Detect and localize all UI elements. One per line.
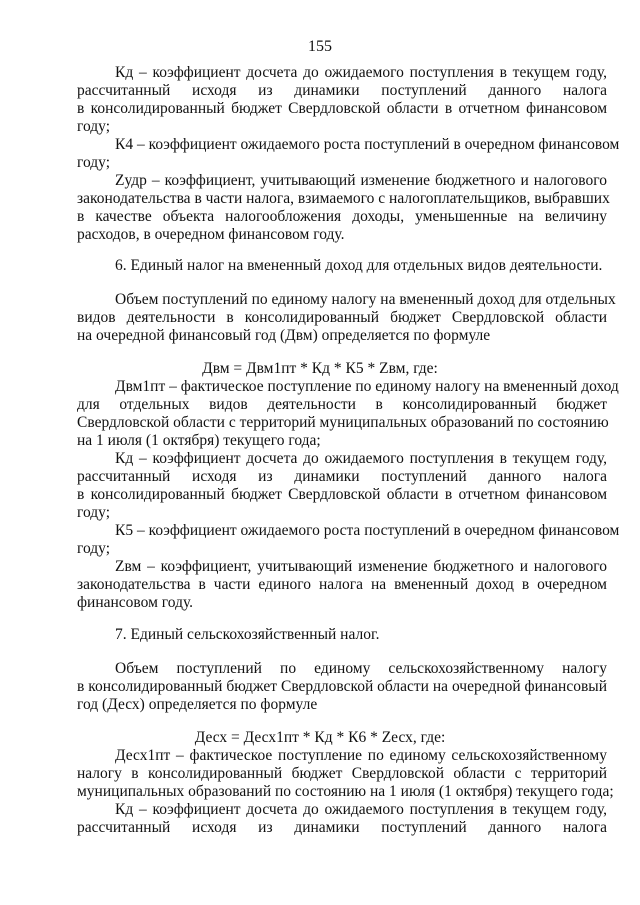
text-line: налогу в консолидированный бюджет Свердловской области с территорий	[77, 765, 607, 782]
text-line: Свердловской области с территорий муниципальных образований по состоянию	[77, 414, 609, 431]
text-line: году;	[77, 118, 111, 135]
formula: Десх = Десх1пт * Кд * К6 * Zесх, где:	[194, 729, 446, 746]
text-line: Кд – коэффициент досчета до ожидаемого поступления в текущем году,	[115, 801, 607, 818]
text-line: в консолидированный бюджет Свердловской области в отчетном финансовом	[77, 100, 607, 117]
text-line: в консолидированный бюджет Свердловской области на очередной финансовый	[77, 678, 607, 695]
text-line: рассчитанный исходя из динамики поступлений данного налога	[77, 819, 607, 836]
text-line: Десх1пт – фактическое поступление по единому сельскохозяйственному	[115, 747, 607, 764]
text-line: финансовом году.	[77, 594, 194, 611]
text-line: К5 – коэффициент ожидаемого роста поступлений в очередном финансовом	[115, 522, 620, 539]
text-line: год (Десх) определяется по формуле	[77, 696, 318, 713]
text-line: году;	[77, 540, 111, 557]
text-line: в качестве объекта налогообложения доходы, уменьшенные на величину	[77, 208, 607, 225]
text-line: законодательства в части налога, взимаемого с налогоплательщиков, выбравших	[77, 190, 610, 207]
text-line: Кд – коэффициент досчета до ожидаемого поступления в текущем году,	[115, 64, 607, 81]
text-line: расходов, в очередном финансовом году.	[77, 226, 345, 243]
text-line: году;	[77, 154, 111, 171]
text-line: Двм1пт – фактическое поступление по единому налогу на вмененный доход	[115, 378, 619, 395]
text-line: на 1 июля (1 октября) текущего года;	[77, 432, 321, 449]
formula: Двм = Двм1пт * Кд * К5 * Zвм, где:	[202, 360, 438, 377]
text-line: рассчитанный исходя из динамики поступлений данного налога	[77, 82, 607, 99]
text-line: году;	[77, 504, 111, 521]
section-heading: 7. Единый сельскохозяйственный налог.	[115, 626, 380, 643]
text-line: муниципальных образований по состоянию на 1 июля (1 октября) текущего года;	[77, 783, 614, 800]
page-number: 155	[308, 38, 332, 55]
text-line: законодательства в части единого налога на вмененный доход в очередном	[77, 576, 607, 593]
text-line: К4 – коэффициент ожидаемого роста поступлений в очередном финансовом	[115, 136, 620, 153]
section-heading: 6. Единый налог на вмененный доход для отдельных видов деятельности.	[115, 257, 603, 274]
text-line: Объем поступлений по единому налогу на вмененный доход для отдельных	[115, 291, 616, 308]
text-line: Zудр – коэффициент, учитывающий изменение бюджетного и налогового	[115, 172, 607, 189]
text-line: для отдельных видов деятельности в консолидированный бюджет	[77, 396, 607, 413]
text-line: Кд – коэффициент досчета до ожидаемого поступления в текущем году,	[115, 450, 607, 467]
text-line: Zвм – коэффициент, учитывающий изменение бюджетного и налогового	[115, 558, 607, 575]
text-line: в консолидированный бюджет Свердловской области в отчетном финансовом	[77, 486, 607, 503]
text-line: видов деятельности в консолидированный бюджет Свердловской области	[77, 309, 607, 326]
text-line: Объем поступлений по единому сельскохозяйственному налогу	[115, 660, 607, 677]
text-line: рассчитанный исходя из динамики поступлений данного налога	[77, 468, 607, 485]
text-line: на очередной финансовый год (Двм) определяется по формуле	[77, 327, 491, 344]
